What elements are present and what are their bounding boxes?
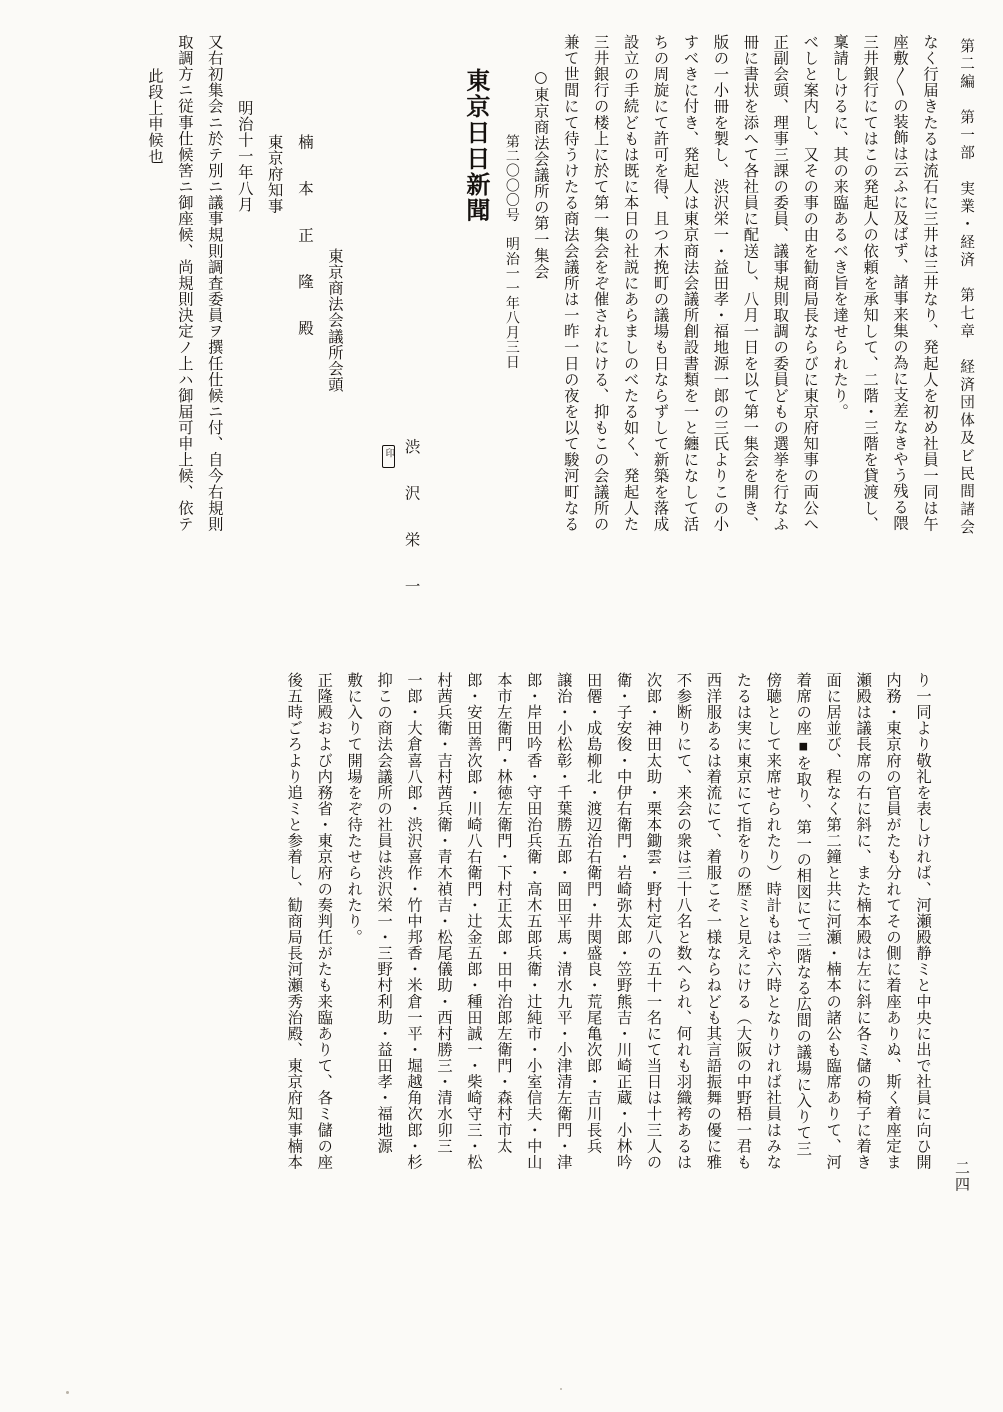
article-line: 正隆殿および内務省・東京府の奏判任がたも来臨ありて、各ミ儲の座 [315,672,334,1171]
scan-speck [560,1388,562,1390]
article-line: べしと案内し、又その事の由を勧商局長ならびに東京府知事の両公へ [801,34,820,533]
article-line: 譲治・小松彰・千葉勝五郎・岡田平馬・清水九平・小津清左衛門・津 [554,672,573,1171]
top-section [60,34,941,659]
running-header-text: 第二編 第一部 実業・経済 第七章 経済団体及ビ民間諸会 [958,38,975,537]
letter-line-1: 此段上申候也 [145,68,164,165]
article-line: 座敷〳〵の装飾は云ふに及ばず、諸事来集の為に支差なきやう残る隈 [891,34,910,532]
article-line: 村茜兵衛・吉村茜兵衛・青木禎吉・松尾儀助・西村勝三・清水卯三 [435,672,453,1154]
scan-speck [66,1391,69,1394]
article-line: 稟請しけるに、其の来臨あるべき旨を達せられたり。 [831,34,850,420]
article-line: 版の一小冊を製し、渋沢栄一・益田孝・福地源一郎の三氏よりこの小 [711,34,730,533]
article-line: 三井銀行の楼上に於て第一集会をぞ催されにける、抑もこの会議所の [591,34,610,533]
addressee-title: 東京府知事 [265,134,284,215]
sender-title: 東京商法会議所会頭 [325,248,344,393]
article-line: 内務・東京府の官員がたも分れてその側に着座ありぬ、斯く着座定ま [884,672,903,1171]
article-line: 敷に入りて開場をぞ待たせられたり。 [345,672,364,946]
article-line: 本市左衛門・林徳左衛門・下村正太郎・田中治郎左衛門・森村市太 [494,672,513,1154]
addressee-name: 楠 本 正 隆 殿 [295,134,314,344]
newspaper-issue: 第二〇〇〇号 明治一一年八月三日 [503,134,520,370]
article-line: 一郎・大倉喜八郎・渋沢喜作・竹中邦香・米倉一平・堀越角次郎・杉 [405,672,424,1171]
newspaper-title: 東京日日新聞 [461,68,491,224]
article-line: たるは実に東京にて指をりの歴ミと見えにける（大阪の中野梧一君も [734,672,753,1171]
article-line: 郎・岸田吟香・守田治兵衛・高木五郎兵衛・辻純市・小室信夫・中山 [524,672,543,1171]
letter-line-3: 又右初集会ニ於テ別ニ議事規則調査委員ヲ撰任仕候ニ付、自今右規則 [205,34,224,533]
article-line: 後五時ごろより追ミと参着し、勧商局長河瀬秀治殿、東京府知事楠本 [285,672,304,1171]
seal-icon: 印 [382,445,396,468]
article-heading: ○東京商法会議所の第一集会 [531,68,550,280]
article-line: 兼て世間にて待うけたる商法会議所は一昨一日の夜を以て駿河町なる [561,34,580,533]
article-line: 設立の手続どもは既に本日の社説にあらましのべたる如く、発起人た [621,34,640,533]
article-line: 抑この商法会議所の社員は渋沢栄一・三野村利助・益田孝・福地源 [375,672,394,1154]
article-line: 冊に書状を添へて各社員に配送し、八月一日を以て第一集会を開き、 [741,34,760,533]
running-header [955,38,977,638]
article-line: 不参断りにて、来会の衆は三十八名と数へられ、何れも羽織袴あるは [674,672,693,1171]
article-line: 瀬殿は議長席の右に斜に、また楠本殿は左に斜に各ミ儲の椅子に着き [854,672,873,1171]
letter-date: 明治十一年八月 [235,100,254,213]
article-line: なく行届きたるは流石に三井は三井なり、発起人を初め社員一同は午 [921,34,939,533]
article-line: 正副会頭、理事三課の委員、議事規則取調の委員どもの選挙を行なふ [771,34,790,533]
article-line: 傍聴として来席せられたり）時計もはや六時となりければ社員はみな [764,672,783,1171]
article-line: 衛・子安俊・中伊右衛門・岩崎弥太郎・笠野熊吉・川崎正蔵・小林吟 [614,672,633,1171]
bottom-section [60,672,941,1362]
article-line: 西洋服あるは着流にて、着服こそ一様ならねども其言語振舞の優に雅 [704,672,723,1171]
article-line: 郎・安田善次郎・川崎八右衛門・辻金五郎・種田誠一・柴崎守三・松 [464,672,483,1171]
article-line: 着席の座▪を取り、第一の相図にて三階なる広間の議場に入りて三 [794,672,813,1157]
article-line: 次郎・神田太助・栗本鋤雲・野村定八の五十一名にて当日は十三人の [644,672,663,1171]
article-line: 三井銀行にてはこの発起人の依頼を承知して、二階・三階を貸渡し、 [861,34,880,533]
letter-line-2: 取調方ニ従事仕候筈ニ御座候、尚規則決定ノ上ハ御届可申上候、依テ [175,34,194,533]
sender-name-text: 渋 沢 栄 一 [402,438,421,602]
article-line: 面に居並び、程なく第二鐘と共に河瀬・楠本の諸公も臨席ありて、河 [824,672,843,1171]
article-line: すべきに付き、発起人は東京商法会議所創設書類を一と纏になして活 [681,34,700,533]
article-line: ちの周旋にて許可を得、且つ木挽町の議場も日ならずして新築を落成 [651,34,670,533]
article-line: り一同より敬礼を表しければ、河瀬殿静ミと中央に出で社員に向ひ開 [914,672,932,1171]
page-number: 二四 [953,1160,971,1193]
article-line: 田僊・成島柳北・渡辺治右衛門・井関盛良・荒尾亀次郎・吉川長兵 [584,672,603,1154]
